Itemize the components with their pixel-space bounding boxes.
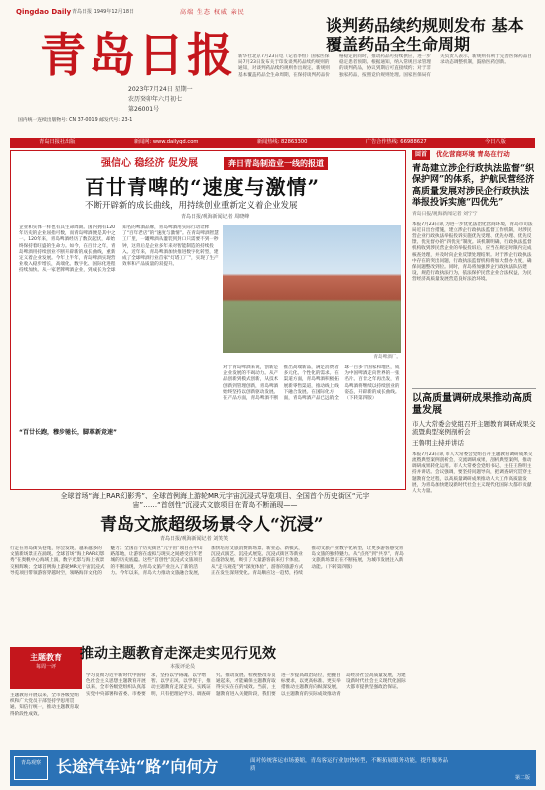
main-subhead: “百廿长跑，穆步驰长，脚革新竞速” xyxy=(19,429,117,436)
date-block xyxy=(128,86,193,116)
news-hotline: 新闻热线: 82863300 xyxy=(256,139,308,146)
story2-article-text: 行走在青岛街头巷尾，你会发现，越来越多的文旅新场景正在涌现。全球首场“海上RAR幻影秀”在奥帆中心海域上演，数字光影与海上夜景交相辉映；全球首例海上游轮MR元宇宙沉浸式导览项目带领游客穿越时空，领略海洋文化的魅力；全国首个历史街区“元宇宙”项目在中山路落地，让游客在虚拟与现实之间感受百年老城的历史底蕴。这些“首创性”沉浸式文旅项目的不断涌现，为青岛文旅产业注入了新的活力。今年以来，青岛大力推动文旅融合发展，加快培育文旅消费新场景、新业态、新模式，沉浸式演艺、沉浸式展览、沉浸式街区等新业态蓬勃发展，吸引了大量游客前来打卡体验。从“走马观花”到“深度体验”，游客的旅游方式正在发生深刻变化。青岛顺应这一趋势，持续推动文旅产业数字化转型，让更多游客感受青岛文旅的独特魅力。从“点亮”到“共享”，青岛文旅新场景正在不断拓展，为城市发展注入新动能。（下转第四版） xyxy=(10,546,404,576)
lead-article-text: 新华社北京7月23日电（记者李恒）国家医保局7月23日发布关于印发谈判药品续约规则的通知，对谈判药品续约规则作出规定。新规则基本覆盖药品全生命周期，在保持谈判药品价格稳定的同时，推动药品可持续供应，进一步稳定患者预期。根据通知，纳入常规目录管理的谈判药品，协议到期后可直接续约；对于非独家药品，按照竞价规则处理。国家医保局有关负责人表示，新规则有利于完善医保药品目录动态调整机制，鼓励医药创新。 xyxy=(238,54,532,78)
main-story xyxy=(10,150,406,490)
banner-text: 面对传统客运市场萎缩，青岛客运行业加快转型，不断拓展服务功能，提升服务品质 xyxy=(250,758,449,772)
commentary-left-text: 主题教育开展以来，全市各级党组织和广大党员干部坚持学思用贯通、知信行统一，推动主题教育取得阶段性成效。 xyxy=(10,693,79,717)
main-subheadline: 不断开辟新的成长曲线，用持续创业重新定义着企业发展 xyxy=(85,201,298,211)
bottom-banner[interactable] xyxy=(10,750,536,786)
main-article-text: 企业和实体一样也有其生命周期。国内拥有120年历史的企业屈指可数，而青岛啤酒便是其中之一。120年来，青岛啤酒经历了数次起伏，却始终保持着旺盛的生命力。如今，在百廿之年，青岛啤酒用持续创业不断开辟新的成长曲线，重新定义着企业发展。今年上半年，青岛啤酒实现营业收入稳步增长，高端化、数字化、国际化进程持续加快。从一家老牌啤酒企业，到成长为全球知名的啤酒品牌，青岛啤酒用实际行动诠释了“百年老店”的“速度与激情”。在青岛啤酒智慧工厂里，一罐啤酒从灌装到封口只需要不到一秒钟，这背后是企业多年来对智能制造的持续投入。近年来，青岛啤酒加快推进数字化转型，建成了全球啤酒行业首家“灯塔工厂”，实现了生产效率和产品质量的双提升。 xyxy=(19,225,219,274)
commentary-story xyxy=(10,645,406,745)
main-byline: 青岛日报/观海新闻记者 周晓峰 xyxy=(181,214,250,220)
story3-headline[interactable]: 推动主题教育走深走实见行见效 xyxy=(80,646,276,662)
registration-line: 国内统一连续出版物号: CN 37-0019 邮发代号: 23-1 xyxy=(18,118,133,123)
commentary-badge-title: 主题教育 xyxy=(30,653,62,662)
story3-byline: 本报评论员 xyxy=(170,664,196,670)
main-headline[interactable]: 百廿青啤的“速度与激情” xyxy=(85,175,321,199)
story2-byline: 青岛日报/观海新闻记者 刘笑笑 xyxy=(160,536,229,542)
divider xyxy=(412,388,536,389)
issue-line: 青岛日报 1949年12月18日 xyxy=(72,9,135,15)
banner-logo: 青岛观察 xyxy=(14,756,48,780)
culture-tourism-story xyxy=(10,492,406,642)
story2-headline[interactable]: 青岛文旅超级场景令人“沉浸” xyxy=(100,515,324,535)
slogan: 高端 生态 权威 亲民 xyxy=(180,9,245,16)
commentary-badge xyxy=(10,647,82,689)
banner-page-ref: 第二版 xyxy=(514,775,530,782)
right-subheadline-byline: 王鲁明主持并讲话 xyxy=(412,439,464,448)
masthead xyxy=(10,6,535,136)
main-kicker-box: 奔日青岛制造业一线的报道 xyxy=(224,157,328,170)
right-byline: 青岛日报/观海新闻记者 刘宁宁 xyxy=(412,212,478,218)
info-bar xyxy=(10,138,535,148)
right-column xyxy=(412,150,536,652)
main-kicker: 强信心 稳经济 促发展 xyxy=(101,158,198,169)
story3-article-text: 学习贯彻习近平新时代中国特色社会主义思想主题教育开展以来，全市各级党组织认真落实党中央部署和省委、市委要求，坚持以学铸魂、以学增智、以学正风、以学促干，推动主题教育走深走实。实践证明，只有把理论学习、调查研究、推动发展、检视整改等贯通起来，才能确保主题教育取得实实在在的成效。当前，主题教育进入关键阶段，我们要进一步提高政治站位，把握目标要求，以更高标准、更实举措推动主题教育向纵深发展，以主题教育的实际成效推动青岛经济社会高质量发展，为建设新时代社会主义现代化国际大都市提供坚强政治保证。 xyxy=(86,673,406,697)
banner-headline[interactable]: 长途汽车站“路”向何方 xyxy=(56,757,219,776)
ads-hotline: 广告合作热线: 66988627 xyxy=(365,139,427,146)
section-tag: 回首 xyxy=(412,150,430,160)
logo-english: Qingdao Daily xyxy=(16,8,72,16)
publication-date: 2023年7月24日 星期一 xyxy=(128,86,193,93)
photo-caption: 青岛啤酒厂。 xyxy=(373,355,401,360)
story2-subheadline: 全球首场“海上RAR幻影秀”、全球首例海上游轮MR元宇宙沉浸式导览项目、全国首个历史街区“元宇宙”……“首创性”沉浸式文旅项目在青岛不断涌现—— xyxy=(60,492,370,510)
right-subheadline-2: 市人大常委会党组召开主题教育调研成果交流暨典型案例剖析会 xyxy=(412,419,536,437)
newspaper-logo: 青岛日报 xyxy=(40,28,236,82)
lead-headline[interactable]: 谈判药品续约规则发布 基本覆盖药品全生命周期 xyxy=(326,16,524,55)
right-headline[interactable]: 青岛建立涉企行政执法监督“织保护网”的体系，护航民营经济高质量发展对涉民企行政执法举报投诉实施“四优先” xyxy=(412,164,535,208)
lunar-date: 农历癸卯年六月初七 xyxy=(128,96,183,104)
brewery-photo xyxy=(223,225,401,353)
right-article-text-2: 本报7月23日讯 市人大常委会党组召开主题教育调研成果交流暨典型案例剖析会，交流调研成果，剖析典型案例，推动调研成果转化运用。市人大常委会党组书记、主任王鲁明主持并讲话。会议强调，要坚持问题导向，把调查研究贯穿主题教育全过程，以高质量调研成果推动人大工作高质量发展，为青岛加快建设新时代社会主义现代化国际大都市贡献人大力量。 xyxy=(412,451,533,494)
website-link[interactable]: 新闻网: www.dailyqd.com xyxy=(133,139,199,146)
publisher: 青岛日报社出版 xyxy=(39,139,76,146)
page-count: 今日八版 xyxy=(485,139,506,146)
issue-number: 第26001号 xyxy=(128,106,160,114)
right-article-text: 本报7月23日讯 为进一步优化法治化营商环境，青岛市司法局近日出台措施，建立涉企行政执法监督工作机制，对涉民营企业行政执法举报投诉实施优先受理、优先办理、优先反馈、优先督办的“四优先”制度。该机制明确，行政执法监督机构收到涉民营企业的举报投诉后，应当在规定时限内完成核查处理，并及时向企业反馈处理结果。对于涉企行政执法中存在的突出问题，行政执法监督机构将加大督办力度，确保问题整改到位。同时，青岛将加强涉企行政执法队伍建设，规范行政执法行为，依法保护民营企业合法权益，为民营经济高质量发展营造良好法治环境。 xyxy=(412,221,533,283)
main-article-text-continued: 对于青岛啤酒来说，创新是企业发展的不竭动力。从产品创新到模式创新，从技术创新到管理创新，青岛啤酒始终坚持以创新驱动发展。在产品方面，青岛啤酒不断推出高端新品，满足消费者多元化、个性化的需求。在渠道方面，青岛啤酒积极拓展新零售渠道，推动线上线下融合发展。在国际化方面，青岛啤酒产品已远销全球一百多个国家和地区，成为中国啤酒走向世界的一张名片。百廿之年再出发，青岛啤酒将继续以持续创业的姿态，开辟新的成长曲线。（下转第四版） xyxy=(223,365,400,401)
commentary-badge-sub: 每周一评 xyxy=(35,663,56,670)
right-headline-2[interactable]: 以高质量调研成果推动高质量发展 xyxy=(412,392,532,417)
section-title: 优化营商环境 青岛在行动 xyxy=(435,150,510,158)
